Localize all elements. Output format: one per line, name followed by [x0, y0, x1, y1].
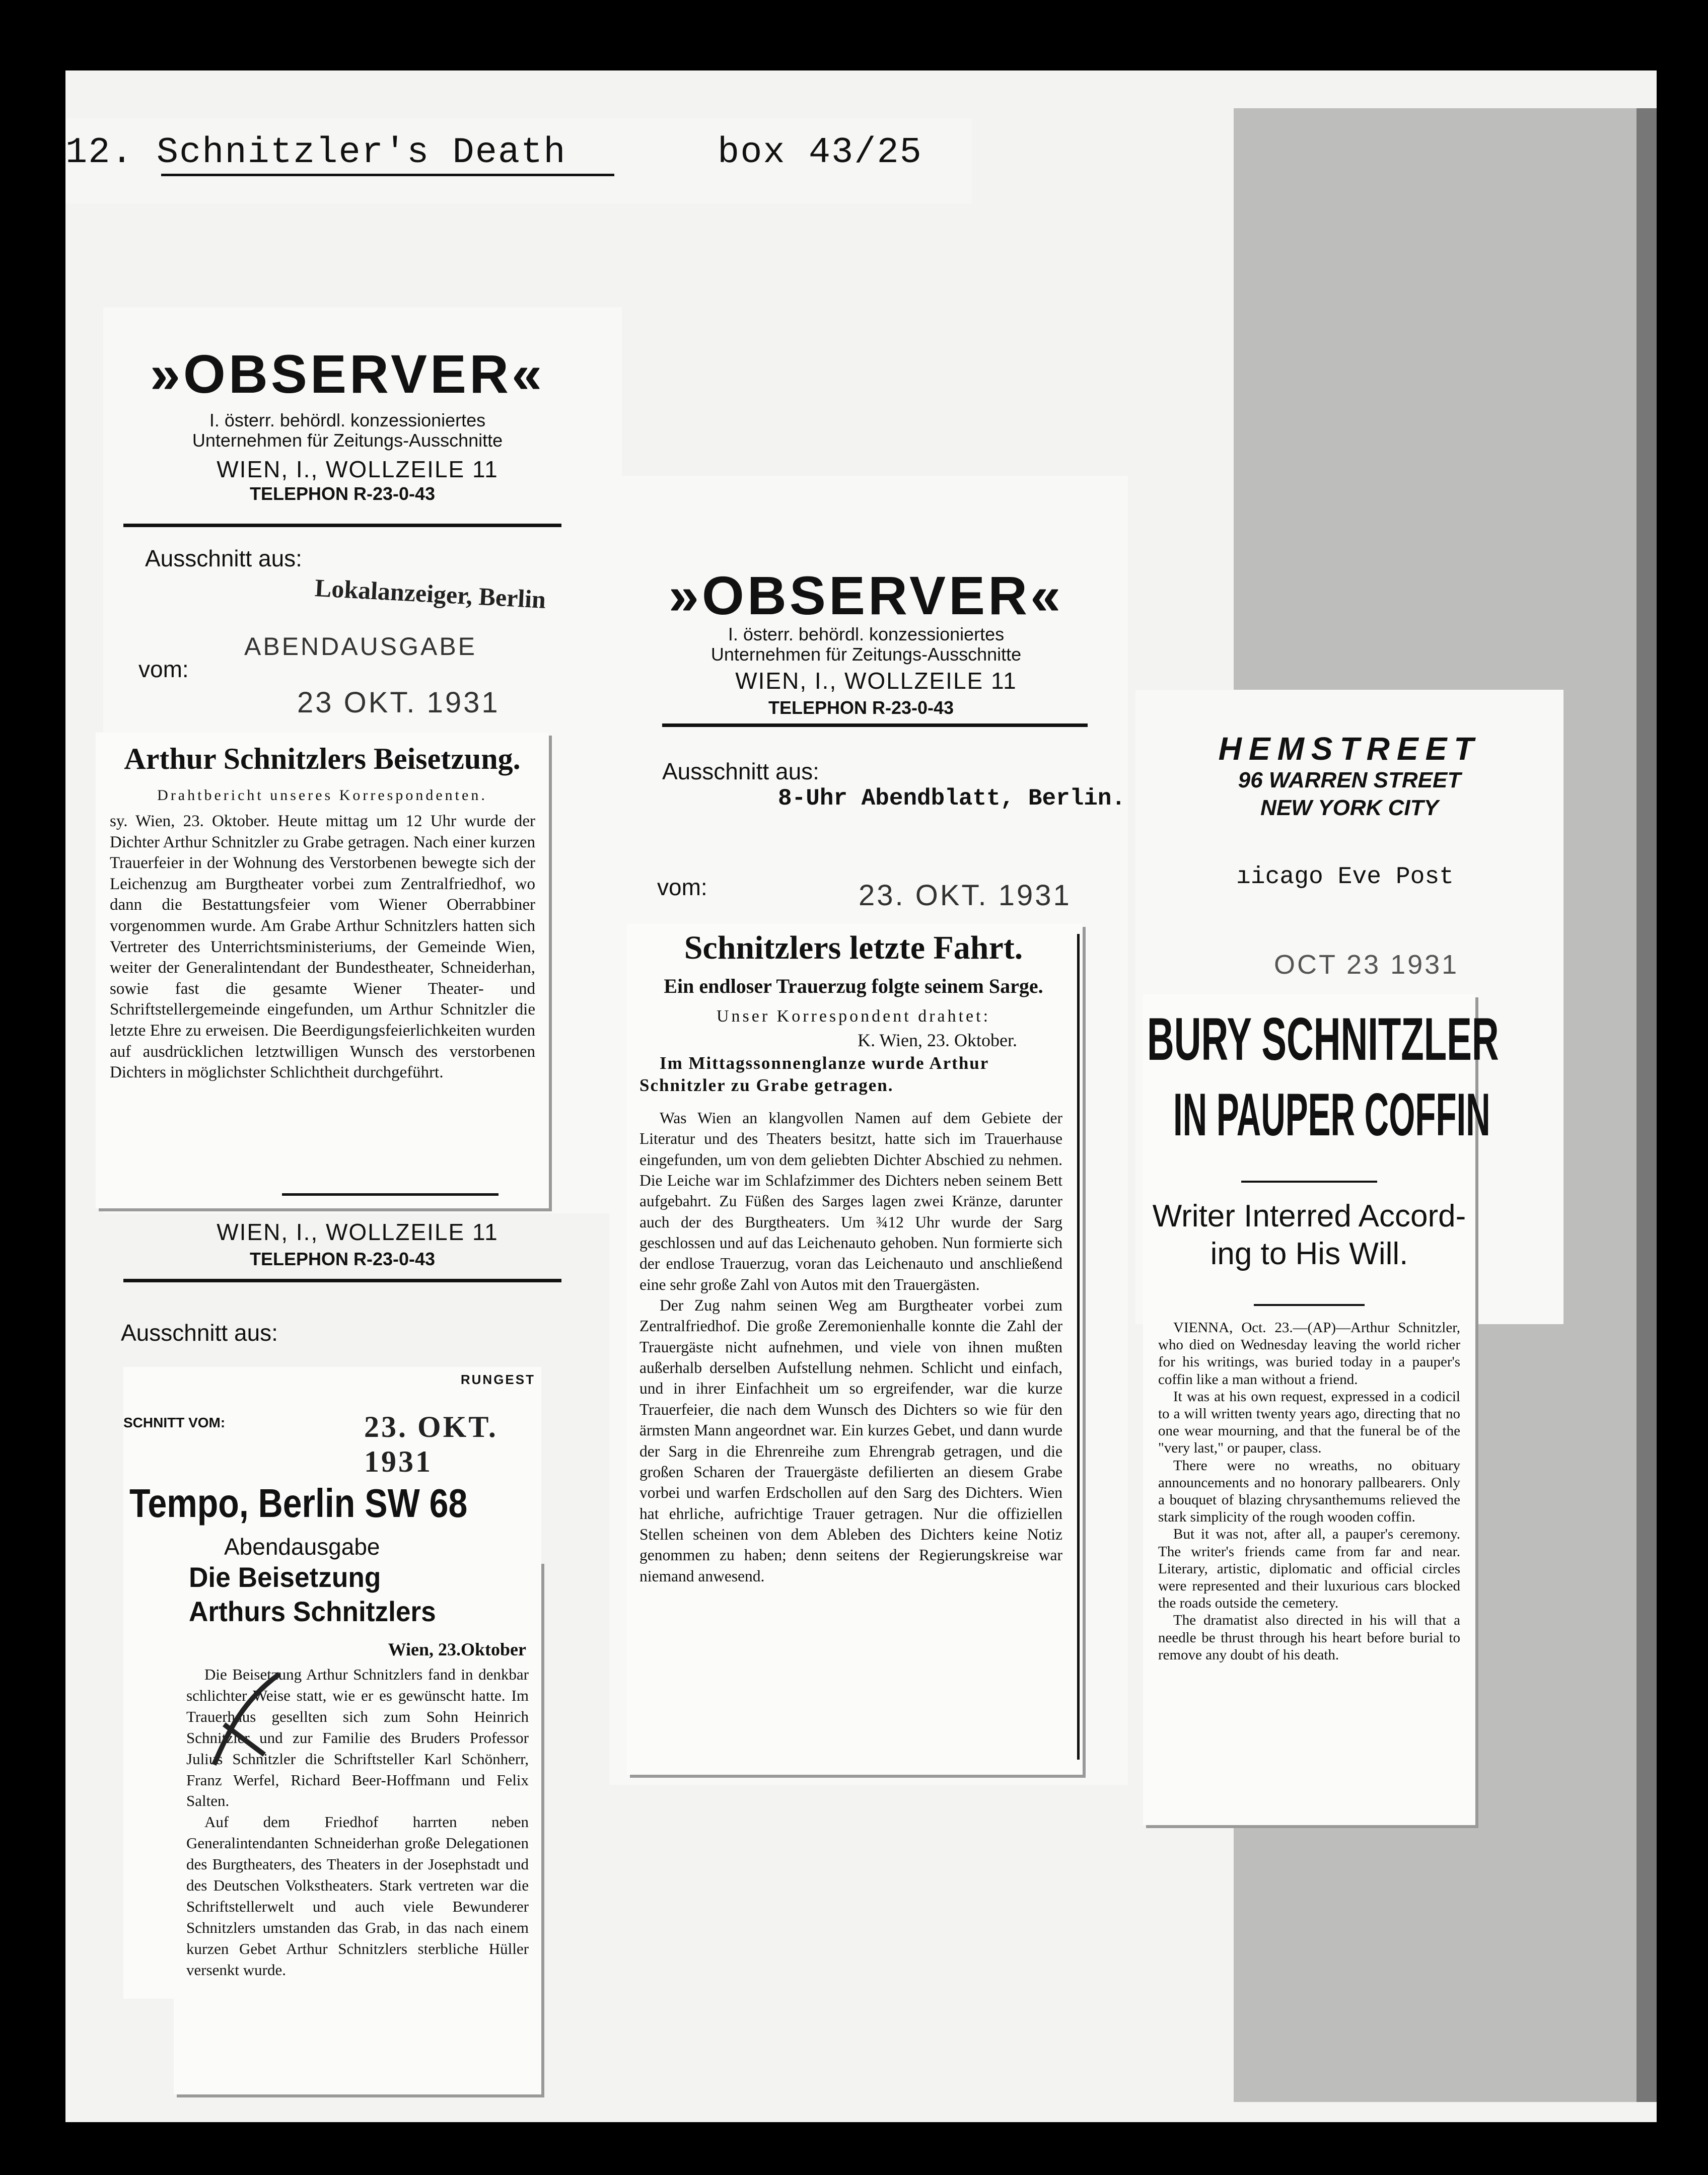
- ausschnitt-label-2: Ausschnitt aus:: [121, 1320, 278, 1346]
- schnitt-vom-label: SCHNITT VOM:: [123, 1415, 226, 1430]
- date-stamp: 23 OKT. 1931: [297, 686, 500, 719]
- abendblatt-paragraph-2: Der Zug nahm seinen Weg am Burgtheater vorbei zum Zentralfriedhof. Die große Zeremonienhalle konnte die Zahl der Trauergäste nicht aufnehmen, und viele von ihnen mußten außerhalb derselben Aufstellung nehmen. Schlicht und einfach, und in ihrer Einfachheit um so ergreifender, war die kurze Trauerfeier, die nach dem Wunsch des Dichters so wie für den ärmsten Mann angeordnet war. Ein kurzes Gebet, und dann wurde der Sarg in die Ehrenreihe zum Ehrengrab getragen, und die großen Scharen der Trauergäste defilierten an diesem Grabe vorbei und warfen Erdschollen auf den Sarg des Dichters. Wien hat ehrliche, aufrichtige Trauer getragen. Nur die offiziellen Stellen scheinen von dem Ableben des Dichters keine Notiz genommen zu haben; denn seitens der Regierungskreise war niemand anwesend.: [639, 1296, 1062, 1585]
- label-underline: [161, 174, 614, 176]
- hemstreet-source: ıicago Eve Post: [1236, 863, 1454, 891]
- deck-rule: [1254, 1304, 1365, 1306]
- column-rule: [1077, 934, 1080, 1760]
- chicago-paragraph-5: The dramatist also directed in his will that a needle be thrust through his heart before burial to remove any doubt of his death.: [1158, 1612, 1460, 1663]
- clipping-byline: Drahtbericht unseres Korrespondenten.: [157, 787, 487, 804]
- clipping-headline: Arthur Schnitzlers Beisetzung.: [124, 742, 521, 775]
- clipping-tempo: [174, 1561, 541, 2094]
- hemstreet-city: NEW YORK CITY: [1260, 795, 1439, 820]
- observer-rule-short: [282, 1193, 499, 1196]
- observer-telephon-2: TELEPHON R-23-0-43: [249, 1249, 436, 1269]
- abendblatt-paragraph-1: Was Wien an klangvollen Namen auf dem Gebiete der Literatur und des Theaters besitzt, hatte sich im Trauerhause eingefunden, um von dem geliebten Dichter Abschied zu nehmen. Die Leiche war im Schlafzimmer des Dichters neben seinem Bett aufgebahrt. Zu Füßen des Sarges lagen zwei Kränze, darunter auch der des Burgtheaters. Um ¾12 Uhr wurde der Sarg geschlossen und auf das Leichenauto gehoben. Nun formierte sich der endlose Trauerzug, voran das Leichenauto und anschließend eine sehr große Zahl von Autos mit den Trauergästen.: [639, 1109, 1062, 1293]
- chicago-body: [1158, 1319, 1460, 1663]
- chicago-paragraph-4: But it was not, after all, a pauper's ceremony. The writer's friends came from far and near. Literary, artistic, diplomatic and official circles were represented and their luxurious cars blocked the roads outside the cemetery.: [1158, 1526, 1460, 1612]
- source-stamp-2: 8-Uhr Abendblatt, Berlin.: [778, 785, 1126, 812]
- clipping-8uhr-abendblatt: [627, 924, 1083, 1775]
- tempo-headline-2: Arthurs Schnitzlers: [189, 1596, 436, 1627]
- headline-rule: [1241, 1181, 1377, 1183]
- observer-rule-2: [123, 1279, 561, 1282]
- observer-telephon: TELEPHON R-23-0-43: [249, 483, 436, 504]
- observer-line1: I. österr. behördl. konzessioniertes: [209, 410, 486, 430]
- abendblatt-byline: Unser Korrespondent drahtet:: [716, 1007, 991, 1026]
- observer-telephon-3: TELEPHON R-23-0-43: [768, 697, 954, 718]
- abendblatt-subhead: Ein endloser Trauerzug folgte seinem Sarge.: [664, 975, 1043, 997]
- clipping-body: sy. Wien, 23. Oktober. Heute mittag um 12 Uhr wurde der Dichter Arthur Schnitzler zu Grabe getragen. Nach einer kurzen Trauerfeier in der Wohnung des Verstorbenen bewegte sich der Leichenzug am Burgtheater vorbei zum Zentralfriedhof, wo dann die Bestattungsfeier vom Wiener Oberrabbiner vorgenommen wurde. Am Grabe Arthur Schnitzlers hatten sich Vertreter des Unterrichtsministeriums, der Gemeinde Wien, weiter der Generalintendant der Bundestheater, Schneiderhan, sowie fast die gesamte Wiener Theater- und Schriftstellergemeinde eingefunden, um Arthur Schnitzler die letzte Ehre zu erweisen. Die Beerdigungsfeierlichkeiten wurden auf ausdrücklichen letztwilligen Wunsch des verstorbenen Dichters in möglichster Schlichtheit durchgeführt.: [110, 812, 535, 1082]
- observer-line2-2: Unternehmen für Zeitungs-Ausschnitte: [710, 644, 1022, 665]
- observer-rule-3: [662, 723, 1088, 727]
- folder-edge: [1636, 108, 1657, 2102]
- hemstreet-agency: HEMSTREET: [1218, 731, 1481, 767]
- tempo-edition: Abendausgabe: [224, 1534, 380, 1560]
- chicago-deck-2: ing to His Will.: [1210, 1237, 1408, 1271]
- pencil-mark: [204, 1669, 284, 1770]
- box-number: box 43/25: [718, 132, 922, 173]
- abendblatt-lead: Im Mittagssonnenglanze wurde Arthur Schnitzler zu Grabe getragen.: [639, 1053, 989, 1095]
- observer-logo-2: »OBSERVER«: [668, 565, 1064, 626]
- chicago-deck-1: Writer Interred Accord-: [1152, 1199, 1466, 1234]
- vom-label-2: vom:: [657, 874, 707, 900]
- tempo-paragraph-1: Die Beisetzung Arthur Schnitzlers fand in denkbar schlichter Weise statt, wie er es gewünscht hatte. Im Trauerhaus gesellten sich zum Sohn Heinrich Schnitzler und zur Familie des Bruders Professor Julius Schnitzler die Schriftsteller Karl Schönherr, Franz Werfel, Richard Beer-Hoffmann und Felix Salten.: [186, 1665, 529, 1810]
- chicago-paragraph-1: VIENNA, Oct. 23.—(AP)—Arthur Schnitzler, who died on Wednesday leaving the world richer for his writings, was buried today in a pauper's coffin like a man without a friend.: [1158, 1320, 1460, 1388]
- observer-rule: [123, 524, 561, 527]
- hemstreet-date: OCT 23 1931: [1274, 950, 1459, 980]
- abendblatt-dateline: K. Wien, 23. Oktober.: [858, 1030, 1017, 1050]
- abendblatt-headline: Schnitzlers letzte Fahrt.: [684, 929, 1023, 966]
- tempo-paragraph-2: Auf dem Friedhof harrten neben Generalintendanten Schneiderhan große Delegationen des Burgtheaters, des Theaters in der Josephstadt und des Deutschen Volkstheaters. Stark vertreten war die Schriftstellerwelt und auch viele Bewunderer Schnitzlers umstanden das Grab, in das nach einem kurzen Gebet Arthur Schnitzlers sterbliche Hüller versenkt wurde.: [186, 1813, 529, 1979]
- clipping-lokalanzeiger: [96, 733, 549, 1208]
- ausschnitt-label-3: Ausschnitt aus:: [662, 758, 819, 784]
- chicago-paragraph-3: There were no wreaths, no obituary announcements and no honorary pallbearers. Only a bouquet of blazing chrysanthemums relieved the stark simplicity of the rough wooden coffin.: [1158, 1457, 1460, 1526]
- clipping-chicago-evening-post: [1143, 994, 1499, 1825]
- ausschnitt-label: Ausschnitt aus:: [145, 545, 302, 571]
- abendblatt-body: [639, 1108, 1062, 1586]
- tempo-dateline: Wien, 23.Oktober: [388, 1639, 526, 1659]
- folder-label: 12. Schnitzler's Death: [65, 132, 566, 173]
- tempo-date: 23. OKT. 1931: [364, 1410, 498, 1478]
- clipping-header-fragment: RUNGEST: [460, 1372, 535, 1387]
- edition-stamp: ABENDAUSGABE: [244, 632, 477, 661]
- chicago-headline-2: IN PAUPER COFFIN: [1173, 1081, 1490, 1148]
- observer-logo: »OBSERVER«: [150, 343, 545, 404]
- date-stamp-2: 23. OKT. 1931: [859, 879, 1072, 912]
- observer-address-3: WIEN, I., WOLLZEILE 11: [735, 668, 1017, 694]
- tempo-headline-1: Die Beisetzung: [189, 1561, 381, 1593]
- hemstreet-street: 96 WARREN STREET: [1238, 768, 1461, 792]
- observer-line1-2: I. österr. behördl. konzessioniertes: [728, 624, 1005, 644]
- source-stamp: Lokalanzeiger, Berlin: [314, 573, 547, 614]
- chicago-paragraph-2: It was at his own request, expressed in a codicil to a will written twenty years ago, directing that no one wear mourning, and that the funeral be of the "very last," or pauper, class.: [1158, 1388, 1460, 1457]
- observer-address-2: WIEN, I., WOLLZEILE 11: [217, 1219, 499, 1245]
- observer-line2: Unternehmen für Zeitungs-Ausschnitte: [192, 430, 503, 451]
- vom-label: vom:: [138, 656, 189, 682]
- tempo-source: Tempo, Berlin SW 68: [129, 1481, 468, 1526]
- observer-address: WIEN, I., WOLLZEILE 11: [217, 456, 499, 482]
- chicago-headline-1: BURY SCHNITZLER: [1147, 1005, 1499, 1073]
